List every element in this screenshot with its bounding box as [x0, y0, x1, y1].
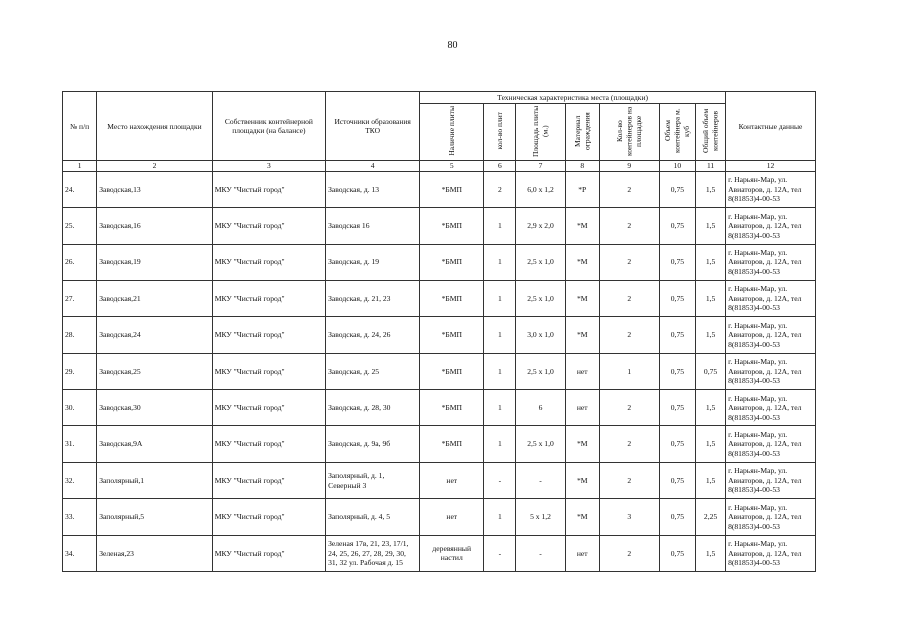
volume-cell: 0,75 — [659, 426, 695, 462]
volume-cell: 0,75 — [659, 280, 695, 316]
total-volume-cell: 1,5 — [696, 244, 726, 280]
containers-cell: 2 — [599, 535, 659, 571]
owner-cell: МКУ "Чистый город" — [212, 426, 325, 462]
source-cell: Заполярный, д. 4, 5 — [326, 499, 420, 535]
table-row — [63, 353, 816, 389]
fence-cell: *М — [565, 462, 599, 498]
volume-cell: 0,75 — [659, 317, 695, 353]
table-row — [63, 462, 816, 498]
total-volume-cell: 1,5 — [696, 535, 726, 571]
slab-cell: деревянный настил — [420, 535, 484, 571]
total-volume-cell: 1,5 — [696, 462, 726, 498]
source-cell: Заводская, д. 28, 30 — [326, 390, 420, 426]
slab-count-cell: 1 — [484, 208, 516, 244]
place-cell: Заводская,25 — [97, 353, 213, 389]
slab-cell: *БМП — [420, 171, 484, 207]
slab-count-cell: 1 — [484, 353, 516, 389]
table-row — [63, 535, 816, 571]
place-cell: Заводская,21 — [97, 280, 213, 316]
slab-count-cell: 1 — [484, 499, 516, 535]
source-cell: Заводская, д. 24, 26 — [326, 317, 420, 353]
column-number: 8 — [565, 161, 599, 171]
contacts-cell: г. Нарьян-Мар, ул. Авиаторов, д. 12А, тел 8(81853)4-00-53 — [726, 171, 816, 207]
slab-cell: нет — [420, 462, 484, 498]
table-row — [63, 171, 816, 207]
header-tech: Техническая характеристика места (площадки) — [420, 92, 726, 104]
header-area-cell — [516, 104, 565, 161]
source-cell: Заводская 16 — [326, 208, 420, 244]
area-cell: 3,0 х 1,0 — [516, 317, 565, 353]
column-number: 7 — [516, 161, 565, 171]
containers-cell: 2 — [599, 244, 659, 280]
row-number: 25. — [63, 208, 97, 244]
slab-cell: *БМП — [420, 390, 484, 426]
fence-cell: нет — [565, 535, 599, 571]
header-fence-cell — [565, 104, 599, 161]
column-number: 11 — [696, 161, 726, 171]
slab-cell: *БМП — [420, 317, 484, 353]
owner-cell: МКУ "Чистый город" — [212, 317, 325, 353]
row-number: 31. — [63, 426, 97, 462]
place-cell: Заводская,16 — [97, 208, 213, 244]
volume-cell: 0,75 — [659, 208, 695, 244]
header-slab-count: кол-во плит — [495, 112, 505, 150]
area-cell: 2,5 х 1,0 — [516, 244, 565, 280]
slab-cell: нет — [420, 499, 484, 535]
total-volume-cell: 1,5 — [696, 426, 726, 462]
fence-cell: *М — [565, 317, 599, 353]
owner-cell: МКУ "Чистый город" — [212, 535, 325, 571]
containers-cell: 2 — [599, 317, 659, 353]
row-number: 29. — [63, 353, 97, 389]
place-cell: Заводская,13 — [97, 171, 213, 207]
slab-cell: *БМП — [420, 208, 484, 244]
area-cell: - — [516, 535, 565, 571]
slab-cell: *БМП — [420, 426, 484, 462]
area-cell: 2,5 х 1,0 — [516, 426, 565, 462]
contacts-cell: г. Нарьян-Мар, ул. Авиаторов, д. 12А, тел 8(81853)4-00-53 — [726, 208, 816, 244]
fence-cell: *Р — [565, 171, 599, 207]
column-number: 6 — [484, 161, 516, 171]
row-number: 32. — [63, 462, 97, 498]
owner-cell: МКУ "Чистый город" — [212, 280, 325, 316]
row-number: 30. — [63, 390, 97, 426]
total-volume-cell: 1,5 — [696, 280, 726, 316]
fence-cell: нет — [565, 353, 599, 389]
column-number: 3 — [212, 161, 325, 171]
place-cell: Зеленая,23 — [97, 535, 213, 571]
column-number-row — [63, 161, 816, 171]
contacts-cell: г. Нарьян-Мар, ул. Авиаторов, д. 12А, тел 8(81853)4-00-53 — [726, 499, 816, 535]
source-cell: Заводская, д. 19 — [326, 244, 420, 280]
row-number: 24. — [63, 171, 97, 207]
header-containers: Кол-во контейнеров на площадке — [615, 106, 643, 156]
slab-count-cell: 1 — [484, 390, 516, 426]
contacts-cell: г. Нарьян-Мар, ул. Авиаторов, д. 12А, тел 8(81853)4-00-53 — [726, 462, 816, 498]
owner-cell: МКУ "Чистый город" — [212, 244, 325, 280]
table-row — [63, 244, 816, 280]
contacts-cell: г. Нарьян-Мар, ул. Авиаторов, д. 12А, тел 8(81853)4-00-53 — [726, 353, 816, 389]
total-volume-cell: 1,5 — [696, 171, 726, 207]
owner-cell: МКУ "Чистый город" — [212, 208, 325, 244]
total-volume-cell: 1,5 — [696, 317, 726, 353]
column-number: 12 — [726, 161, 816, 171]
table-row — [63, 426, 816, 462]
area-cell: 6,0 х 1,2 — [516, 171, 565, 207]
column-number: 10 — [659, 161, 695, 171]
slab-count-cell: 2 — [484, 171, 516, 207]
header-place: Место нахождения площадки — [97, 92, 213, 161]
header-total-volume-cell — [696, 104, 726, 161]
containers-cell: 2 — [599, 171, 659, 207]
place-cell: Заводская,30 — [97, 390, 213, 426]
containers-cell: 2 — [599, 462, 659, 498]
containers-cell: 2 — [599, 390, 659, 426]
slab-count-cell: - — [484, 535, 516, 571]
area-cell: 2,5 х 1,0 — [516, 353, 565, 389]
table-body — [63, 171, 816, 571]
header-containers-cell — [599, 104, 659, 161]
containers-cell: 2 — [599, 280, 659, 316]
header-slab: Наличие плиты — [447, 106, 457, 156]
fence-cell: *М — [565, 499, 599, 535]
header-num: № п/п — [63, 92, 97, 161]
contacts-cell: г. Нарьян-Мар, ул. Авиаторов, д. 12А, тел 8(81853)4-00-53 — [726, 535, 816, 571]
total-volume-cell: 2,25 — [696, 499, 726, 535]
fence-cell: *М — [565, 426, 599, 462]
header-volume: Объем контейнера м. куб — [663, 108, 692, 154]
volume-cell: 0,75 — [659, 499, 695, 535]
slab-count-cell: 1 — [484, 280, 516, 316]
header-area: Площадь плиты (м.) — [531, 105, 550, 157]
containers-cell: 1 — [599, 353, 659, 389]
source-cell: Заводская, д. 21, 23 — [326, 280, 420, 316]
area-cell: 5 х 1,2 — [516, 499, 565, 535]
volume-cell: 0,75 — [659, 244, 695, 280]
total-volume-cell: 0,75 — [696, 353, 726, 389]
place-cell: Заводская,19 — [97, 244, 213, 280]
contacts-cell: г. Нарьян-Мар, ул. Авиаторов, д. 12А, тел 8(81853)4-00-53 — [726, 426, 816, 462]
header-slab-cell — [420, 104, 484, 161]
place-cell: Заводская,9А — [97, 426, 213, 462]
slab-count-cell: - — [484, 462, 516, 498]
source-cell: Заводская, д. 9а, 9б — [326, 426, 420, 462]
owner-cell: МКУ "Чистый город" — [212, 390, 325, 426]
owner-cell: МКУ "Чистый город" — [212, 171, 325, 207]
table-row — [63, 317, 816, 353]
row-number: 33. — [63, 499, 97, 535]
slab-cell: *БМП — [420, 353, 484, 389]
containers-cell: 2 — [599, 208, 659, 244]
column-number: 1 — [63, 161, 97, 171]
containers-cell: 2 — [599, 426, 659, 462]
column-number: 9 — [599, 161, 659, 171]
contacts-cell: г. Нарьян-Мар, ул. Авиаторов, д. 12А, тел 8(81853)4-00-53 — [726, 390, 816, 426]
volume-cell: 0,75 — [659, 353, 695, 389]
row-number: 26. — [63, 244, 97, 280]
fence-cell: *М — [565, 208, 599, 244]
fence-cell: нет — [565, 390, 599, 426]
table-row — [63, 208, 816, 244]
containers-cell: 3 — [599, 499, 659, 535]
row-number: 27. — [63, 280, 97, 316]
table-header — [63, 92, 816, 172]
source-cell: Заводская, д. 25 — [326, 353, 420, 389]
source-cell: Заполярный, д. 1, Северный 3 — [326, 462, 420, 498]
header-owner: Собственник контейнерной площадки (на балансе) — [212, 92, 325, 161]
column-number: 5 — [420, 161, 484, 171]
table-row — [63, 499, 816, 535]
slab-count-cell: 1 — [484, 244, 516, 280]
contacts-cell: г. Нарьян-Мар, ул. Авиаторов, д. 12А, тел 8(81853)4-00-53 — [726, 244, 816, 280]
source-cell: Заводская, д. 13 — [326, 171, 420, 207]
header-source: Источники образования ТКО — [326, 92, 420, 161]
volume-cell: 0,75 — [659, 535, 695, 571]
table-row — [63, 280, 816, 316]
fence-cell: *М — [565, 280, 599, 316]
volume-cell: 0,75 — [659, 171, 695, 207]
page-number: 80 — [447, 40, 458, 51]
contacts-cell: г. Нарьян-Мар, ул. Авиаторов, д. 12А, тел 8(81853)4-00-53 — [726, 317, 816, 353]
header-total-volume: Общий объем контейнеров — [701, 108, 720, 154]
area-cell: 2,5 х 1,0 — [516, 280, 565, 316]
place-cell: Заполярный,5 — [97, 499, 213, 535]
total-volume-cell: 1,5 — [696, 208, 726, 244]
header-fence: Материал ограждения — [572, 112, 592, 150]
volume-cell: 0,75 — [659, 390, 695, 426]
table-row — [63, 390, 816, 426]
header-contacts: Контактные данные — [726, 92, 816, 161]
slab-cell: *БМП — [420, 244, 484, 280]
source-cell: Зеленая 17в, 21, 23, 17/1, 24, 25, 26, 27, 28, 29, 30, 31, 32 ул. Рабочая д. 15 — [326, 535, 420, 571]
slab-cell: *БМП — [420, 280, 484, 316]
area-cell: 2,9 х 2,0 — [516, 208, 565, 244]
row-number: 28. — [63, 317, 97, 353]
contacts-cell: г. Нарьян-Мар, ул. Авиаторов, д. 12А, тел 8(81853)4-00-53 — [726, 280, 816, 316]
slab-count-cell: 1 — [484, 317, 516, 353]
fence-cell: *М — [565, 244, 599, 280]
total-volume-cell: 1,5 — [696, 390, 726, 426]
column-number: 4 — [326, 161, 420, 171]
area-cell: - — [516, 462, 565, 498]
owner-cell: МКУ "Чистый город" — [212, 499, 325, 535]
owner-cell: МКУ "Чистый город" — [212, 462, 325, 498]
area-cell: 6 — [516, 390, 565, 426]
place-cell: Заводская,24 — [97, 317, 213, 353]
slab-count-cell: 1 — [484, 426, 516, 462]
header-volume-cell — [659, 104, 695, 161]
place-cell: Заполярный,1 — [97, 462, 213, 498]
owner-cell: МКУ "Чистый город" — [212, 353, 325, 389]
column-number: 2 — [97, 161, 213, 171]
row-number: 34. — [63, 535, 97, 571]
header-slab-count-cell — [484, 104, 516, 161]
containers-table — [62, 91, 816, 572]
volume-cell: 0,75 — [659, 462, 695, 498]
